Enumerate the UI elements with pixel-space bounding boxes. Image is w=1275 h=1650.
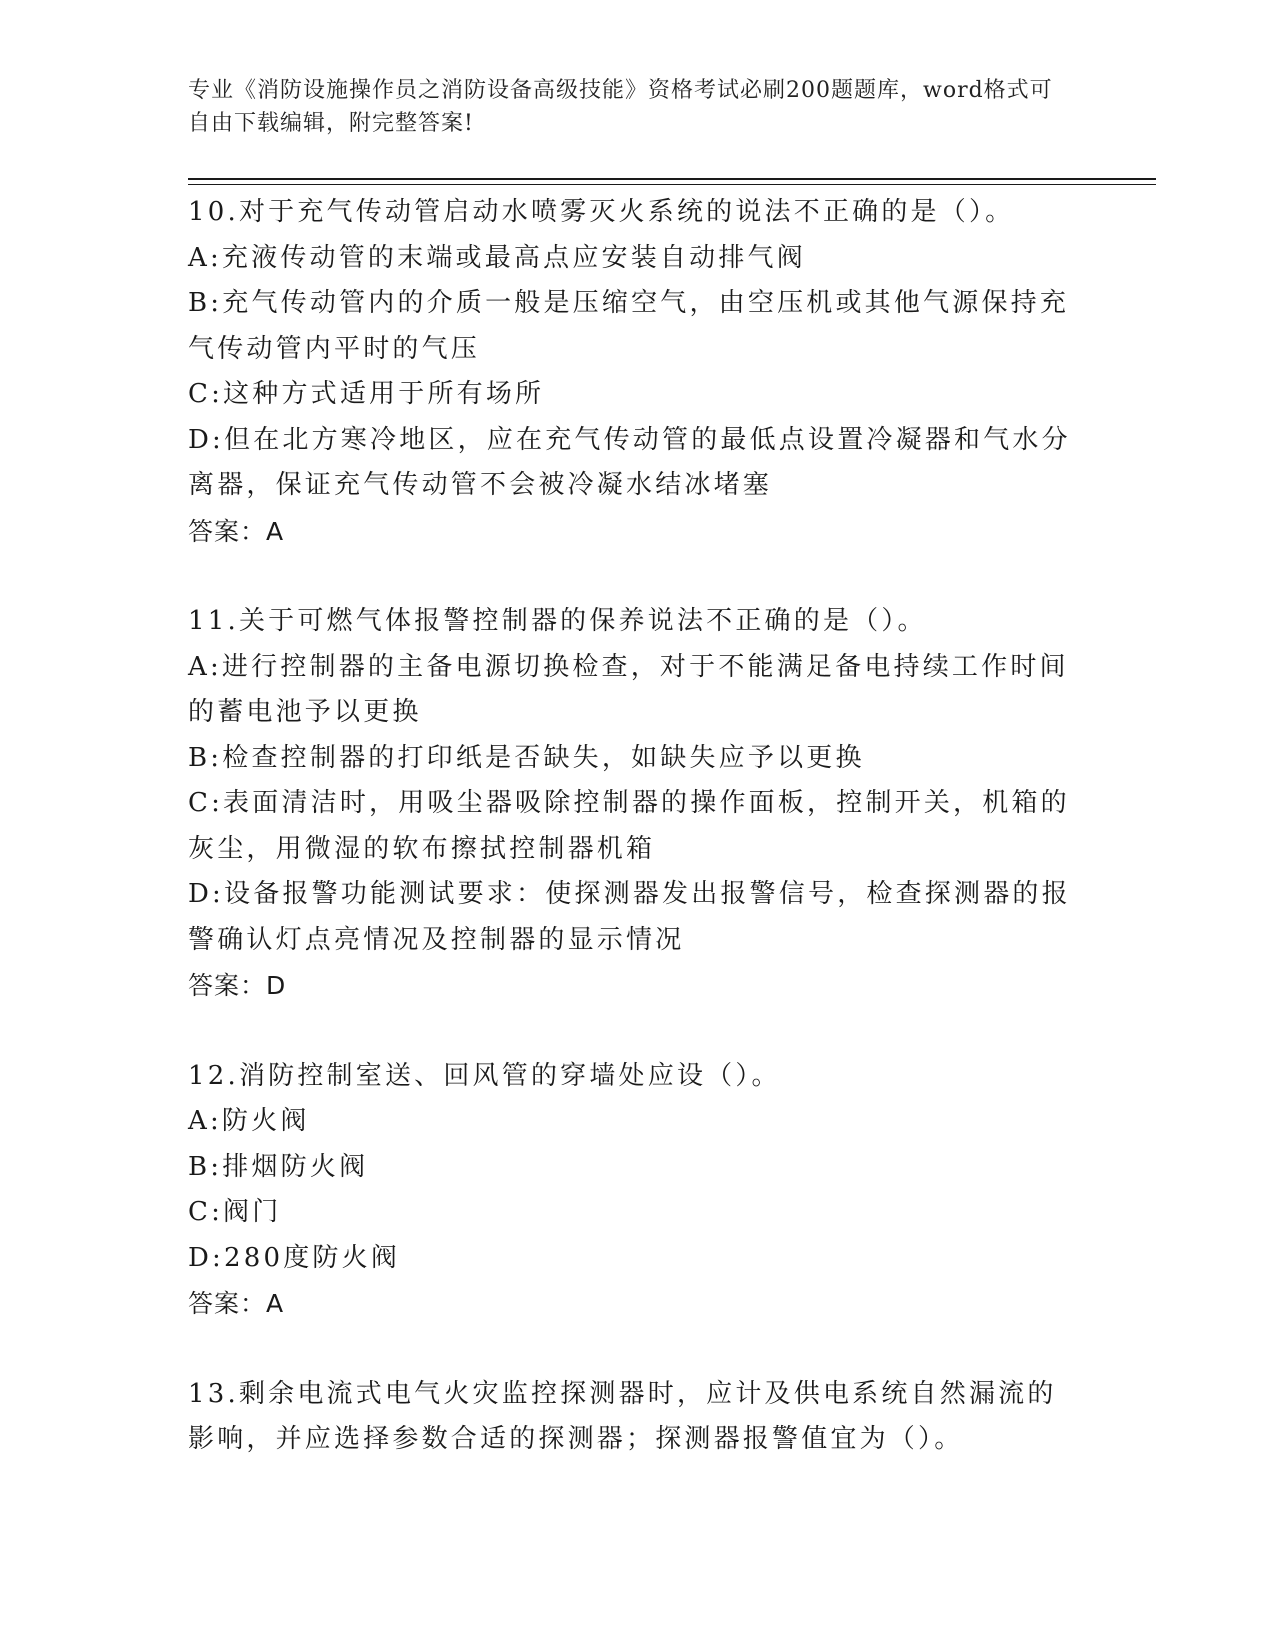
option-a: A:充液传动管的末端或最高点应安装自动排气阀	[188, 242, 806, 273]
answer-line: 答案：A	[188, 1289, 285, 1318]
question-11	[188, 599, 1078, 1009]
answer-line: 答案：D	[188, 971, 287, 1000]
option-d: D:280度防火阀	[188, 1242, 401, 1273]
option-b: B:检查控制器的打印纸是否缺失，如缺失应予以更换	[188, 742, 865, 773]
question-stem: 12.消防控制室送、回风管的穿墙处应设（）。	[188, 1060, 781, 1091]
question-stem: 11.关于可燃气体报警控制器的保养说法不正确的是（）。	[188, 606, 927, 636]
option-d: D:设备报警功能测试要求：使探测器发出报警信号，检查探测器的报警确认灯点亮情况及控制器的显示情况	[188, 879, 1071, 955]
question-spacer	[188, 554, 1078, 599]
question-12	[188, 1054, 1078, 1327]
header-divider-thin	[188, 184, 1156, 185]
question-spacer	[188, 1327, 1078, 1372]
header-divider	[188, 178, 1156, 180]
option-c: C:阀门	[188, 1197, 282, 1227]
document-header: 专业《消防设施操作员之消防设备高级技能》资格考试必刷200题题库，word格式可自由下载编辑，附完整答案!	[188, 78, 1053, 136]
question-list	[188, 190, 1078, 1463]
option-c: C:表面清洁时，用吸尘器吸除控制器的操作面板，控制开关，机箱的灰尘，用微湿的软布擦拭控制器机箱	[188, 788, 1070, 864]
answer-line: 答案：A	[188, 516, 285, 546]
option-c: C:这种方式适用于所有场所	[188, 379, 545, 409]
question-stem: 13.剩余电流式电气火灾监控探测器时，应计及供电系统自然漏流的影响，并应选择参数合适的探测器；探测器报警值宜为（）。	[188, 1378, 1057, 1454]
option-d: D:但在北方寒冷地区，应在充气传动管的最低点设置冷凝器和气水分离器，保证充气传动管不会被冷凝水结冰堵塞	[188, 424, 1071, 500]
question-13	[188, 1372, 1078, 1463]
question-stem: 10.对于充气传动管启动水喷雾灭火系统的说法不正确的是（）。	[188, 197, 1015, 227]
option-a: A:进行控制器的主备电源切换检查，对于不能满足备电持续工作时间的蓄电池予以更换	[188, 651, 1069, 727]
option-b: B:充气传动管内的介质一般是压缩空气，由空压机或其他气源保持充气传动管内平时的气压	[188, 288, 1070, 364]
question-10	[188, 190, 1078, 554]
option-a: A:防火阀	[188, 1106, 310, 1136]
option-b: B:排烟防火阀	[188, 1151, 369, 1182]
question-spacer	[188, 1009, 1078, 1054]
